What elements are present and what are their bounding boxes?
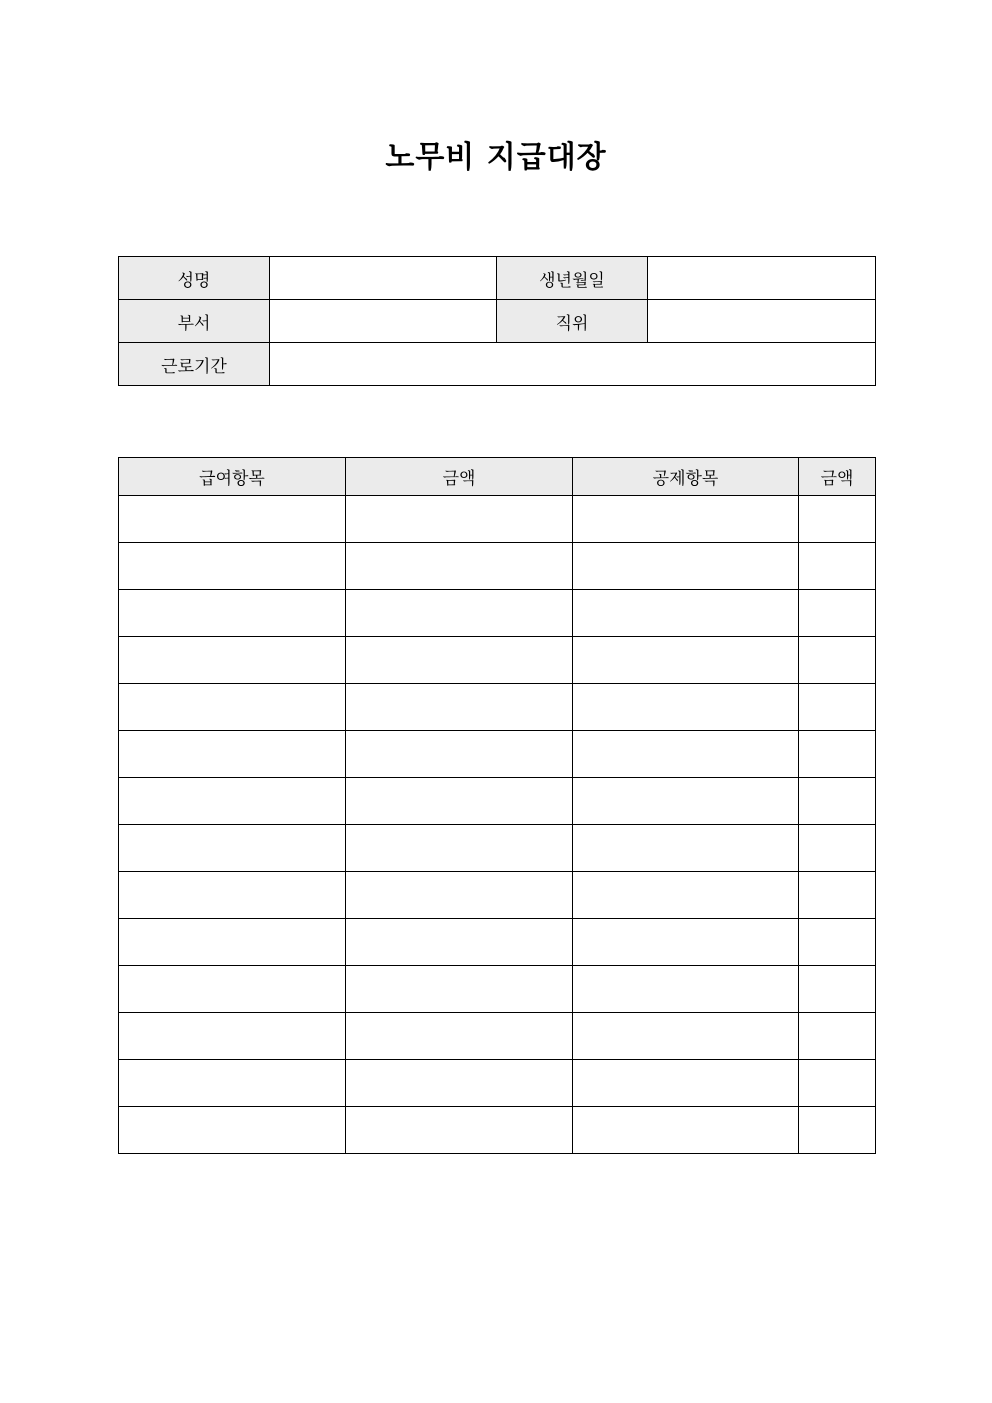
table-row [119, 731, 876, 778]
pay-amount-cell[interactable] [346, 919, 573, 966]
pay-item-cell[interactable] [119, 496, 346, 543]
pay-item-header: 급여항목 [119, 458, 346, 496]
deduction-amount-cell[interactable] [799, 543, 876, 590]
birth-date-label: 생년월일 [497, 257, 648, 300]
deduction-item-cell[interactable] [573, 496, 799, 543]
table-row [119, 778, 876, 825]
info-row [119, 257, 876, 300]
pay-item-cell[interactable] [119, 919, 346, 966]
department-field[interactable] [270, 300, 497, 343]
deduction-amount-cell[interactable] [799, 590, 876, 637]
position-label: 직위 [497, 300, 648, 343]
pay-item-cell[interactable] [119, 590, 346, 637]
deduction-amount-header: 금액 [799, 458, 876, 496]
work-period-label: 근로기간 [119, 343, 270, 386]
pay-amount-cell[interactable] [346, 778, 573, 825]
pay-item-cell[interactable] [119, 684, 346, 731]
info-row [119, 300, 876, 343]
info-row [119, 343, 876, 386]
deduction-amount-cell[interactable] [799, 1013, 876, 1060]
position-field[interactable] [648, 300, 876, 343]
pay-amount-cell[interactable] [346, 543, 573, 590]
pay-table-header-row [119, 458, 876, 496]
pay-item-cell[interactable] [119, 778, 346, 825]
deduction-amount-cell[interactable] [799, 919, 876, 966]
deduction-item-cell[interactable] [573, 684, 799, 731]
deduction-amount-cell[interactable] [799, 1107, 876, 1154]
deduction-item-cell[interactable] [573, 590, 799, 637]
pay-item-cell[interactable] [119, 872, 346, 919]
table-row [119, 637, 876, 684]
deduction-item-cell[interactable] [573, 543, 799, 590]
deduction-item-cell[interactable] [573, 637, 799, 684]
deduction-item-cell[interactable] [573, 966, 799, 1013]
deduction-item-cell[interactable] [573, 872, 799, 919]
pay-item-cell[interactable] [119, 966, 346, 1013]
pay-amount-cell[interactable] [346, 637, 573, 684]
deduction-amount-cell[interactable] [799, 731, 876, 778]
table-row [119, 590, 876, 637]
deduction-item-cell[interactable] [573, 1107, 799, 1154]
work-period-field[interactable] [270, 343, 876, 386]
pay-amount-cell[interactable] [346, 1107, 573, 1154]
deduction-amount-cell[interactable] [799, 825, 876, 872]
deduction-item-cell[interactable] [573, 825, 799, 872]
pay-amount-cell[interactable] [346, 825, 573, 872]
pay-table [118, 457, 876, 1154]
table-row [119, 684, 876, 731]
pay-amount-cell[interactable] [346, 872, 573, 919]
pay-item-cell[interactable] [119, 1107, 346, 1154]
pay-item-cell[interactable] [119, 637, 346, 684]
deduction-amount-cell[interactable] [799, 1060, 876, 1107]
pay-amount-cell[interactable] [346, 1060, 573, 1107]
deduction-amount-cell[interactable] [799, 684, 876, 731]
pay-amount-cell[interactable] [346, 590, 573, 637]
deduction-amount-cell[interactable] [799, 496, 876, 543]
pay-item-cell[interactable] [119, 1060, 346, 1107]
table-row [119, 1107, 876, 1154]
table-row [119, 872, 876, 919]
deduction-item-cell[interactable] [573, 778, 799, 825]
pay-amount-cell[interactable] [346, 731, 573, 778]
name-field[interactable] [270, 257, 497, 300]
name-label: 성명 [119, 257, 270, 300]
employee-info-table [118, 256, 876, 386]
pay-amount-cell[interactable] [346, 1013, 573, 1060]
deduction-item-cell[interactable] [573, 1013, 799, 1060]
table-row [119, 1060, 876, 1107]
pay-amount-cell[interactable] [346, 966, 573, 1013]
deduction-amount-cell[interactable] [799, 778, 876, 825]
table-row [119, 496, 876, 543]
deduction-item-cell[interactable] [573, 919, 799, 966]
table-row [119, 825, 876, 872]
birth-date-field[interactable] [648, 257, 876, 300]
table-row [119, 1013, 876, 1060]
deduction-item-cell[interactable] [573, 1060, 799, 1107]
department-label: 부서 [119, 300, 270, 343]
pay-item-cell[interactable] [119, 1013, 346, 1060]
table-row [119, 543, 876, 590]
pay-amount-cell[interactable] [346, 684, 573, 731]
pay-item-cell[interactable] [119, 731, 346, 778]
deduction-amount-cell[interactable] [799, 872, 876, 919]
pay-amount-header: 금액 [346, 458, 573, 496]
deduction-amount-cell[interactable] [799, 966, 876, 1013]
page-title: 노무비 지급대장 [385, 140, 607, 175]
deduction-item-cell[interactable] [573, 731, 799, 778]
deduction-item-header: 공제항목 [573, 458, 799, 496]
pay-item-cell[interactable] [119, 543, 346, 590]
deduction-amount-cell[interactable] [799, 637, 876, 684]
table-row [119, 919, 876, 966]
pay-item-cell[interactable] [119, 825, 346, 872]
pay-amount-cell[interactable] [346, 496, 573, 543]
table-row [119, 966, 876, 1013]
